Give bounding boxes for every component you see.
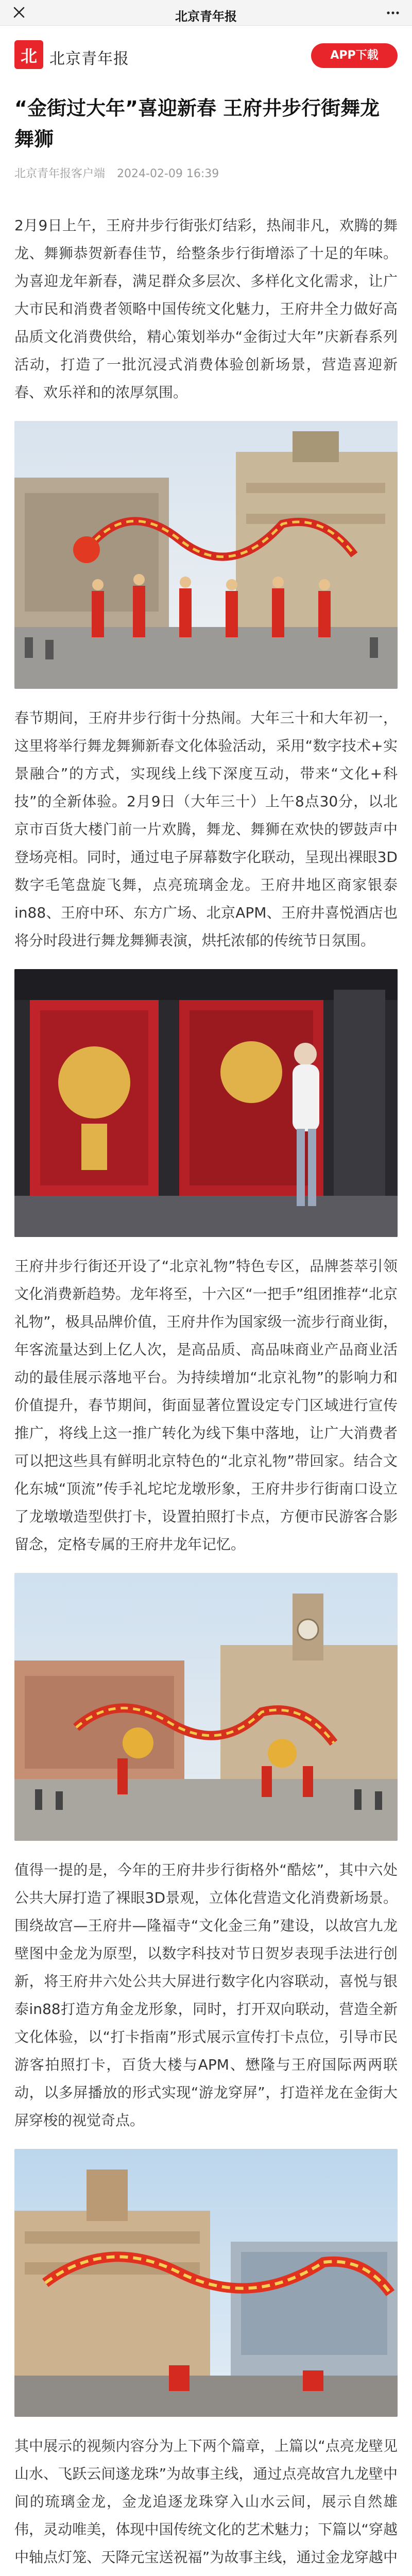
article-photo: [14, 2149, 398, 2417]
app-download-button[interactable]: APP下载: [311, 43, 398, 68]
more-icon[interactable]: [385, 5, 401, 21]
article-paragraph: 春节期间，王府井步行街十分热闹。大年三十和大年初一，这里将举行舞龙舞狮新春文化体验活动，采用“数字技术+实景融合”的方式，实现线上线下深度互动，带来“文化+科技”的全新体验。2月9日（大年三十）上午8点30分，以北京市百货大楼门前一片欢腾，舞龙、舞狮在欢快的锣鼓声中登场亮相。同时，通过电子屏幕数字化联动，呈现出裸眼3D数字毛笔盘旋飞舞，点亮琉璃金龙。王府井地区商家银泰in88、王府中环、东方广场、北京APM、王府井喜悦酒店也将分时段进行舞龙舞狮表演，烘托浓郁的传统节日氛围。: [14, 709, 398, 949]
article-paragraph: 2月9日上午，王府井步行街张灯结彩，热闹非凡，欢腾的舞龙、舞狮恭贺新春佳节，给整条步行街增添了十足的年味。为喜迎龙年新春，满足群众多层次、多样化文化需求，让广大市民和消费者领略中国传统文化魅力，王府井全力做好高品质文化消费供给，精心策划举办“金街过大年”庆新春系列活动，打造了一批沉浸式消费体验创新场景，营造喜迎新春、欢乐祥和的浓厚氛围。: [14, 217, 398, 401]
article: [14, 93, 398, 2576]
article-paragraph: 王府井步行街还开设了“北京礼物”特色专区，品牌荟萃引领文化消费新趋势。龙年将至，十六区“一把手”组团推荐“北京礼物”，极具品牌价值，王府井作为国家级一流步行商业街，年客流量达到上亿人次，是高品质、高品味商业产品商业活动的最佳展示落地平台。为持续增加“北京礼物”的影响力和价值提升，春节期间，街面显著位置设定专门区域进行宣传推广，将线上这一推广转化为线下集中落地，让广大消费者可以把这些具有鲜明北京特色的“北京礼物”带回家。结合文化东城“顶流”传手礼坨坨龙墩形象，王府井步行街南口设立了龙墩墩造型供打卡，设置拍照打卡点，方便市民游客合影留念，定格专属的王府井龙年记忆。: [14, 1258, 398, 1553]
brand-logo: [14, 40, 43, 69]
article-meta: [14, 165, 398, 181]
brand-name: 北京青年报: [49, 50, 129, 68]
brand-header: [0, 26, 412, 86]
article-source: 北京青年报客户端: [14, 167, 106, 180]
window-title: 北京青年报: [175, 9, 237, 24]
article-paragraph: 值得一提的是，今年的王府井步行街格外“酷炫”，其中六处公共大屏打造了裸眼3D景观，立体化营造文化消费新场景。围绕故宫—王府井—隆福寺“文化金三角”建设，以故宫九龙壁图中金龙为原型，以数字科技对节日贺岁表现手法进行创新，将王府井六处公共大屏进行数字化内容联动，喜悦与银泰in88打造方角金龙形象，同时，打开双向联动，营造全新文化体验，以“打卡指南”形式展示宣传打卡点位，引导市民游客拍照打卡，百货大楼与APM、懋隆与王府国际两两联动，以多屏播放的形式实现“游龙穿屏”，打造祥龙在金街大屏穿梭的视觉奇点。: [14, 1861, 398, 2129]
top-navigation-bar: [0, 0, 412, 26]
article-photo: [14, 421, 398, 689]
article-headline: “金街过大年”喜迎新春 王府井步行街舞龙舞狮: [14, 97, 380, 150]
logo-mark: 北: [20, 46, 37, 66]
article-photo: [14, 1573, 398, 1841]
article-date: 2024-02-09 16:39: [117, 167, 219, 180]
article-paragraph: 其中展示的视频内容分为上下两个篇章，上篇以“点亮龙壁见山水、飞跃云间遂龙珠”为故事主线，通过点亮故宫九龙壁中间的琉璃金龙，金龙追逐龙珠穿入山水云间，展示自然雄伟，灵动唯美，体现中国传统文化的艺术魅力；下篇以“穿越中轴点灯笼、天降元宝送祝福”为故事主线，通过金龙穿越中: [14, 2437, 398, 2566]
article-photo: [14, 969, 398, 1237]
